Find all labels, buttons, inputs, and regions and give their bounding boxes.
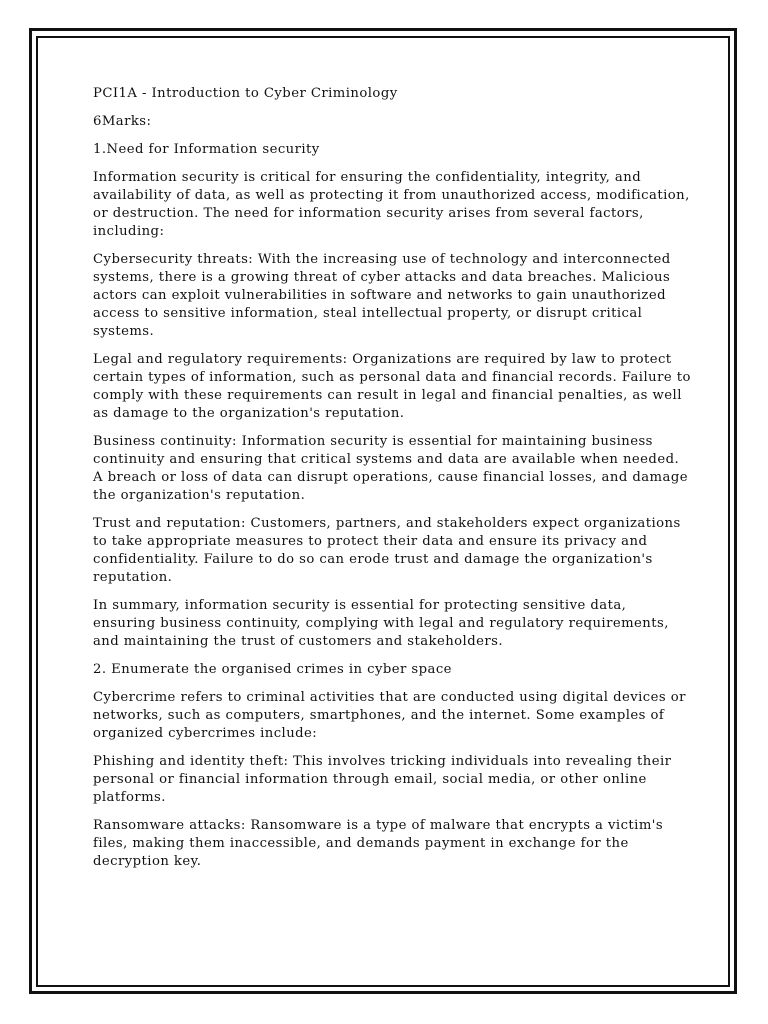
paragraph-q1-summary: In summary, information security is essential for protecting sensitive data, ensuring business continuity, complying with legal and regulatory requirements, and maintaining the trust of customers and stakeholders. xyxy=(93,598,669,649)
paragraph-ransomware: Ransomware attacks: Ransomware is a type of malware that encrypts a victim's files, making them inaccessible, and demands payment in exchange for the decryption key. xyxy=(93,818,664,869)
paragraph-cybersecurity-threats: Cybersecurity threats: With the increasing use of technology and interconnected systems, there is a growing threat of cyber attacks and data breaches. Malicious actors can exploit vulnerabilities in software and networks to gain unauthorized access to sensitive information, steal intellectual property, or disrupt critical systems. xyxy=(93,252,671,339)
question-2-heading: 2. Enumerate the organised crimes in cyber space xyxy=(93,662,452,677)
paragraph-legal-requirements: Legal and regulatory requirements: Organizations are required by law to protect certain types of information, such as personal data and financial records. Failure to comply with these requirements can result in legal and financial penalties, as well as damage to the organization's reputation. xyxy=(93,352,691,421)
paragraph-phishing: Phishing and identity theft: This involves tricking individuals into revealing their personal or financial information through email, social media, or other online platforms. xyxy=(93,754,672,805)
document-body xyxy=(93,85,693,881)
question-1-heading: 1.Need for Information security xyxy=(93,142,320,157)
marks-heading: 6Marks: xyxy=(93,114,152,129)
document-title: PCI1A - Introduction to Cyber Criminology xyxy=(93,86,398,101)
paragraph-business-continuity: Business continuity: Information security is essential for maintaining business continuity and ensuring that critical systems and data are available when needed. A breach or loss of data can disrupt operations, cause financial losses, and damage the organization's reputation. xyxy=(93,434,688,503)
paragraph-q2-intro: Cybercrime refers to criminal activities that are conducted using digital devices or networks, such as computers, smartphones, and the internet. Some examples of organized cybercrimes include: xyxy=(93,690,686,741)
paragraph-q1-intro: Information security is critical for ensuring the confidentiality, integrity, and availability of data, as well as protecting it from unauthorized access, modification, or destruction. The need for information security arises from several factors, including: xyxy=(93,170,690,239)
paragraph-trust-reputation: Trust and reputation: Customers, partners, and stakeholders expect organizations to take appropriate measures to protect their data and ensure its privacy and confidentiality. Failure to do so can erode trust and damage the organization's reputation. xyxy=(93,516,681,585)
